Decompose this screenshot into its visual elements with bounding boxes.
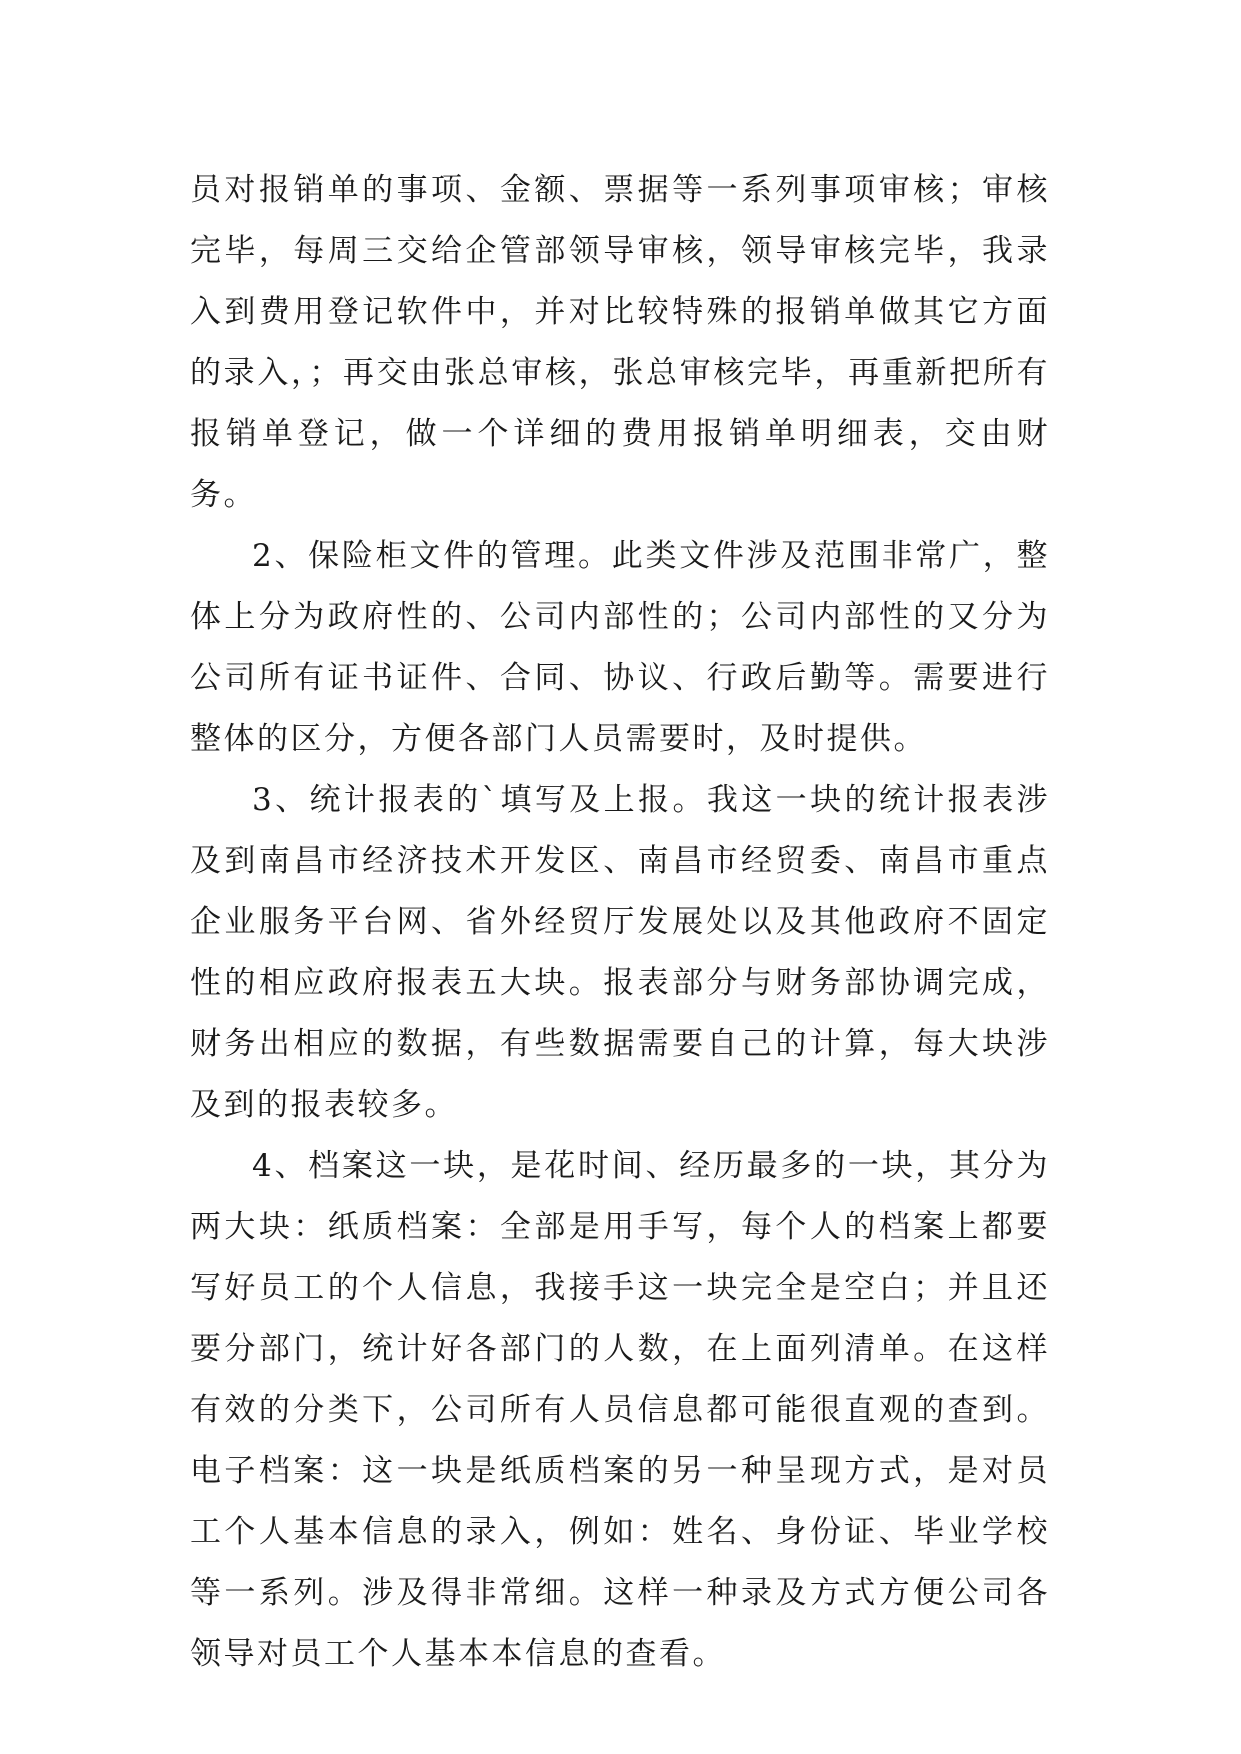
document-body — [190, 160, 1050, 1685]
paragraph-safe-documents: 2、保险柜文件的管理。此类文件涉及范围非常广，整体上分为政府性的、公司内部性的；公司内部性的又分为公司所有证书证件、合同、协议、行政后勤等。需要进行整体的区分，方便各部门人员需要时，及时提供。 — [190, 538, 1050, 757]
paragraph-archives: 4、档案这一块，是花时间、经历最多的一块，其分为两大块：纸质档案：全部是用手写，每个人的档案上都要写好员工的个人信息，我接手这一块完全是空白；并且还要分部门，统计好各部门的人数，在上面列清单。在这样有效的分类下，公司所有人员信息都可能很直观的查到。电子档案：这一块是纸质档案的另一种呈现方式，是对员工个人基本信息的录入，例如：姓名、身份证、毕业学校等一系列。涉及得非常细。这样一种录及方式方便公司各领导对员工个人基本本信息的查看。 — [190, 1148, 1050, 1672]
paragraph-statistical-reports: 3、统计报表的`填写及上报。我这一块的统计报表涉及到南昌市经济技术开发区、南昌市经贸委、南昌市重点企业服务平台网、省外经贸厅发展处以及其他政府不固定性的相应政府报表五大块。报表部分与财务部协调完成，财务出相应的数据，有些数据需要自己的计算，每大块涉及到的报表较多。 — [190, 782, 1050, 1123]
paragraph-reimbursement-continued: 员对报销单的事项、金额、票据等一系列事项审核；审核完毕，每周三交给企管部领导审核，领导审核完毕，我录入到费用登记软件中，并对比较特殊的报销单做其它方面的录入，；再交由张总审核，张总审核完毕，再重新把所有报销单登记，做一个详细的费用报销单明细表，交由财务。 — [190, 172, 1050, 513]
